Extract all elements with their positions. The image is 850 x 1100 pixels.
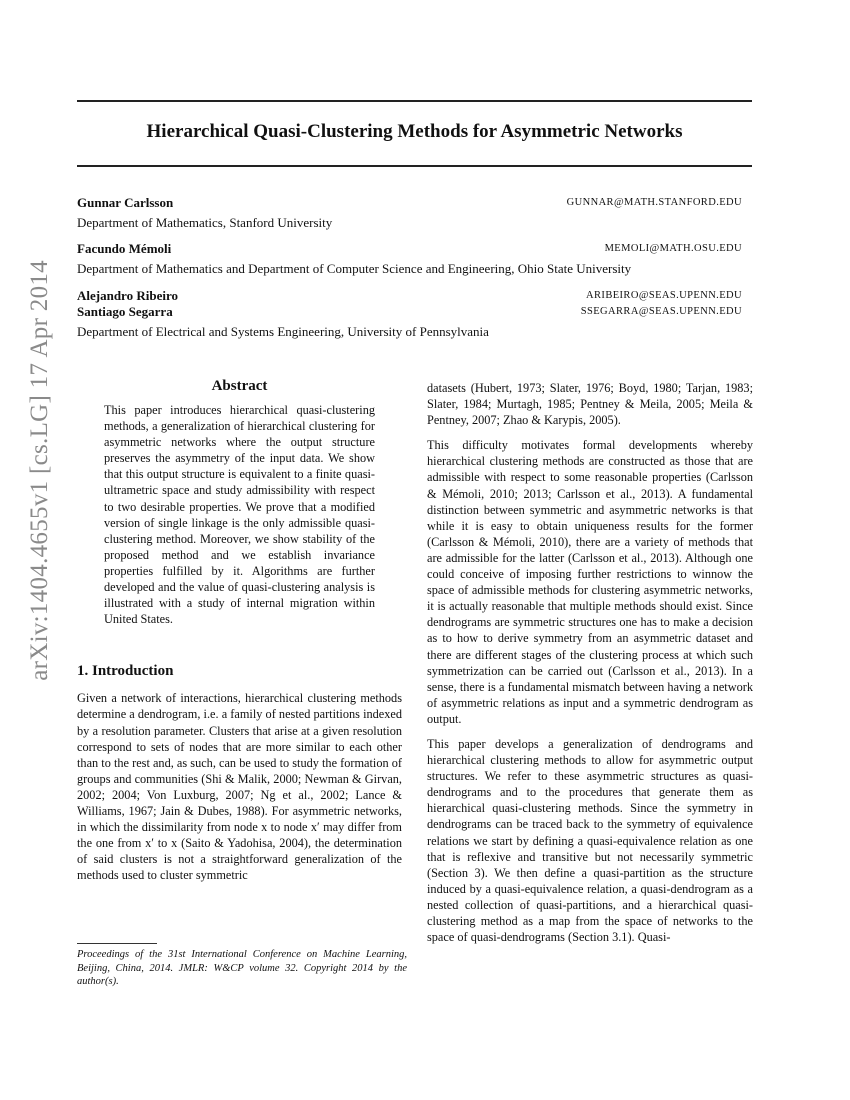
left-column (77, 376, 402, 883)
title-bottom-rule (77, 165, 752, 167)
author-email[interactable]: SSEGARRA@SEAS.UPENN.EDU (580, 306, 742, 317)
author-name: Gunnar Carlsson (77, 195, 174, 210)
introduction-paragraph-continued: datasets (Hubert, 1973; Slater, 1976; Boyd, 1980; Tarjan, 1983; Slater, 1984; Murtagh, 1985; Pentney & Meila, 2005; Meila & Pentney, 2007; Zhao & Karypis, 2005). (427, 381, 753, 428)
arxiv-identifier (20, 259, 60, 681)
section-heading-introduction: 1. Introduction (77, 663, 174, 680)
arxiv-identifier-text: arXiv:1404.4655v1 [cs.LG] 17 Apr 2014 (26, 259, 53, 681)
author-email[interactable]: GUNNAR@MATH.STANFORD.EDU (566, 197, 742, 208)
footnote-text: Proceedings of the 31st International Conference on Machine Learning, Beijing, China, 2014. JMLR: W&CP volume 32. Copyright 2014 by the author(s). (77, 949, 407, 987)
author-email[interactable]: MEMOLI@MATH.OSU.EDU (604, 243, 742, 254)
abstract-heading: Abstract (211, 378, 268, 394)
title-top-rule (77, 100, 752, 102)
author-name: Alejandro Ribeiro (77, 288, 178, 303)
author-affiliation: Department of Mathematics and Department of Computer Science and Engineering, Ohio State University (77, 261, 632, 276)
right-column (427, 380, 753, 945)
author-email[interactable]: ARIBEIRO@SEAS.UPENN.EDU (586, 290, 742, 301)
abstract-text: This paper introduces hierarchical quasi-clustering methods, a generalization of hierarchical clustering for asymmetric networks where the output structure preserves the asymmetry of the input data. We show that this output structure is equivalent to a finite quasi-ultrametric space and study admissibility with respect to two desirable properties. We prove that a modified version of single linkage is the only admissible quasi-clustering method. Moreover, we show stability of the proposed method and we establish invariance properties fulfilled by it. Algorithms are further developed and the value of quasi-clustering analysis is illustrated with a study of internal migration within United States. (104, 403, 375, 627)
author-affiliation: Department of Electrical and Systems Engineering, University of Pennsylvania (77, 324, 489, 339)
author-affiliation: Department of Mathematics, Stanford University (77, 215, 333, 230)
proceedings-footnote (77, 943, 407, 989)
introduction-paragraph: This paper develops a generalization of dendrograms and hierarchical clustering methods to allow for asymmetric output structures. We refer to these asymmetric structures as quasi-dendrograms and to the procedures that generate them as hierarchical quasi-clustering methods. Since the symmetry in dendrograms can be traced back to the symmetry of equivalence relations we start by defining a quasi-equivalence relation as one that is reflexive and transitive but not necessarily symmetric (Section 3). We then define a quasi-partition as the structure induced by a quasi-equivalence relation, a quasi-dendrogram as a nested collection of quasi-partitions, and a hierarchical quasi-clustering method as a map from the space of networks to the space of quasi-dendrograms (Section 3.1). Quasi- (427, 736, 753, 945)
introduction-paragraph: Given a network of interactions, hierarchical clustering methods determine a dendrogram, i.e. a family of nested partitions indexed by a resolution parameter. Clusters that arise at a given resolution correspond to sets of nodes that are more similar to each other than to the rest and, as such, can be used to study the formation of groups and communities (Shi & Malik, 2000; Newman & Girvan, 2002; 2004; Von Luxburg, 2007; Ng et al., 2002; Lance & Williams, 1967; Jain & Dubes, 1988). For asymmetric networks, in which the dissimilarity from node x to node x′ may differ from the one from x′ to x (Saito & Yadohisa, 2004), the determination of said clusters is not a straightforward generalization of the methods used to cluster symmetric (77, 691, 402, 883)
author-name: Facundo Mémoli (77, 241, 172, 256)
paper-title: Hierarchical Quasi-Clustering Methods for Asymmetric Networks (146, 121, 683, 142)
author-name: Santiago Segarra (77, 304, 173, 319)
footnote-rule (77, 943, 157, 944)
introduction-paragraph: This difficulty motivates formal developments whereby hierarchical clustering methods are constructed as those that are admissible with respect to some reasonable properties (Carlsson & Mémoli, 2010; 2013; Carlsson et al., 2013). A fundamental distinction between symmetric and asymmetric networks is that while it is easy to obtain uniqueness results for the former (Carlsson & Mémoli, 2010), there are a variety of methods that are admissible for the latter (Carlsson et al., 2013). Although one could conceive of imposing further restrictions to winnow the space of admissible methods for clustering asymmetric networks, it is actually reasonable that multiple methods should exist. Since dendrograms are symmetric structures one has to make a decision as to how to derive symmetry from an asymmetric dataset and there are different stages of the clustering process at which such symmetrization can be carried out (Carlsson et al., 2013). In a sense, there is a fundamental mismatch between having a network of asymmetric relations as input and a symmetric dendrogram as output. (427, 438, 753, 726)
